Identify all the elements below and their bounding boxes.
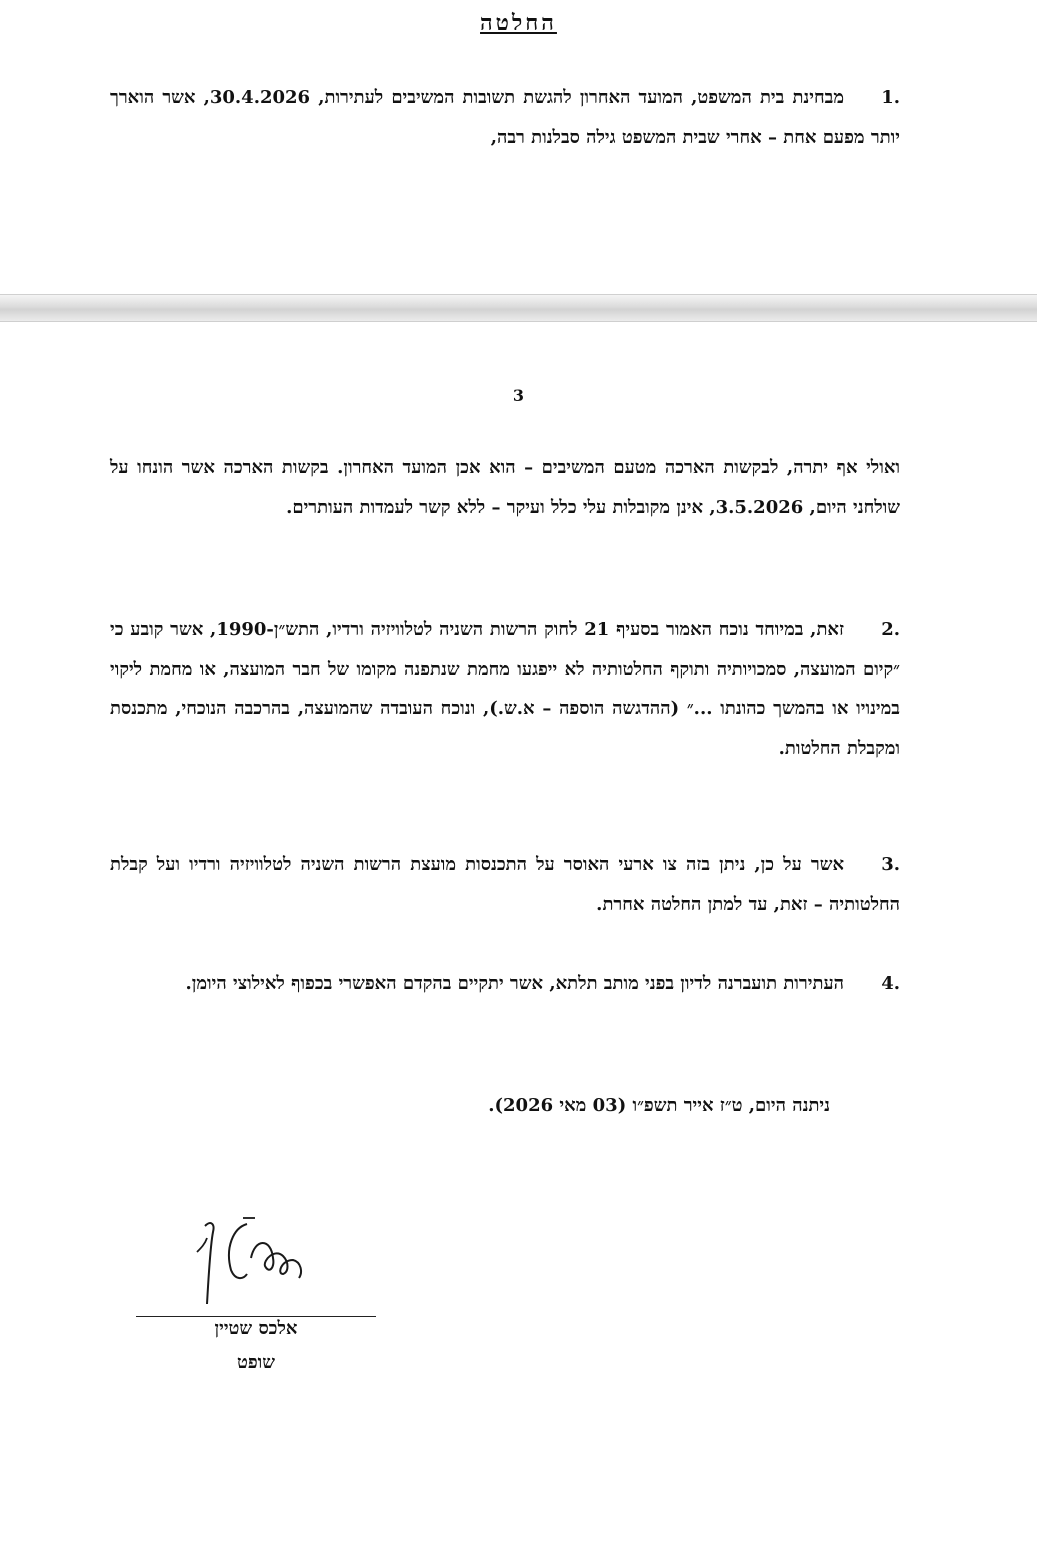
handwritten-signature [185,1208,325,1308]
paragraph-3 [110,845,900,924]
page-separator [0,294,1037,322]
judge-name: אלכס שטיין [214,1318,298,1339]
decision-title: החלטה [480,10,557,36]
paragraph-2 [110,610,900,768]
paragraph-text: מבחינת בית המשפט, המועד האחרון להגשת תשובות המשיבים לעתירות, 30.4.2026, אשר הוארך יותר מפעם אחת – אחרי שבית המשפט גילה סבלנות רבה, [110,87,900,148]
paragraph-number: .1 [881,87,900,108]
judge-title: שופט [236,1352,275,1373]
paragraph-text: זאת, במיוחד נוכח האמור בסעיף 21 לחוק הרשות השניה לטלוויזיה ורדיו, התש״ן-1990, אשר קובע כי ״קיום המועצה, סמכויותיה ותוקף החלטותיה לא ייפגעו מחמת שנתפנה מקומו של חבר המועצה, או מחמת ליקוי במינויו או בהמשך כהונתו ...״ (ההדגשה הוספה – א.ש.), ונוכח העובדה שהמועצה, בהרכבה הנוכחי, מתכנסת ומקבלת החלטות. [110,619,900,759]
page-number: 3 [512,386,525,405]
signature-line [136,1316,376,1317]
paragraph-text: העתירות תועברנה לדיון בפני מותב תלתא, אשר יתקיים בהקדם האפשרי בכפוף לאילוצי היומן. [185,973,844,994]
paragraph-number: .2 [881,619,901,640]
paragraph-text: אשר על כן, ניתן בזה צו ארעי האוסר על התכנסות מועצת הרשות השניה לטלוויזיה ורדיו ועל קבלת החלטותיה – זאת, עד למתן החלטה אחרת. [110,854,900,915]
paragraph-4 [110,964,900,1004]
paragraph-number: .4 [881,973,900,994]
given-date-line: ניתנה היום, ט״ז אייר תשפ״ו (03 מאי 2026). [488,1095,830,1116]
paragraph-1 [110,78,900,157]
document-page-top [0,0,1037,294]
document-page-bottom [0,322,1037,1554]
paragraph-number: .3 [881,854,900,875]
paragraph-continuation: ואולי אף יתרה, לבקשות הארכה מטעם המשיבים – הוא אכן המועד האחרון. בקשות הארכה אשר הונחו על שולחני היום, 3.5.2026, אינן מקובלות עלי כלל ועיקר – ללא קשר לעמדות העותרים. [110,457,900,518]
